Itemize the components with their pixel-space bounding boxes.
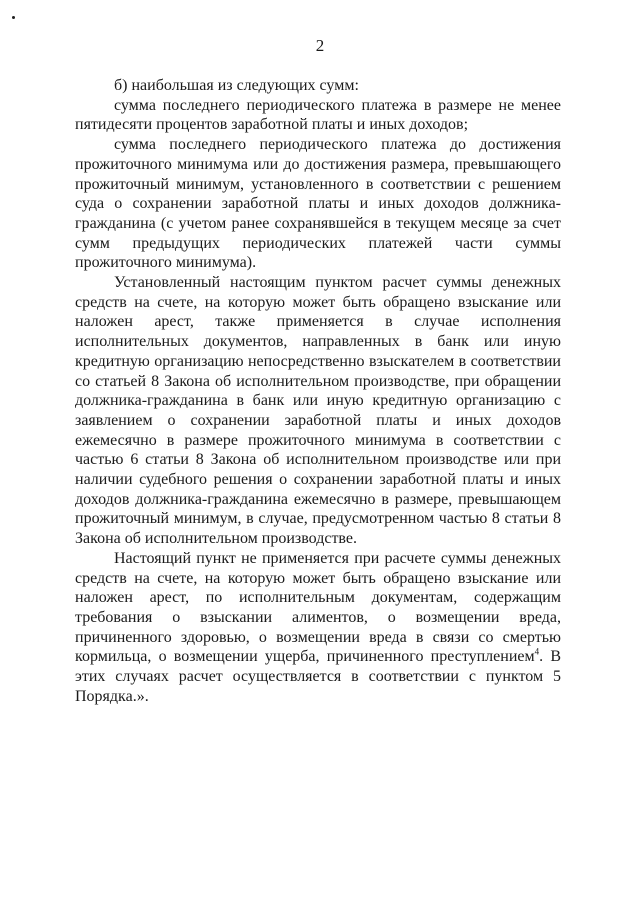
footnote-reference: 4: [534, 647, 540, 658]
paragraph-first-amount: сумма последнего периодического платежа в размере не менее пятидесяти процентов заработной платы и иных доходов;: [75, 96, 561, 134]
scan-artifact-dot: [12, 16, 15, 19]
document-body: [75, 76, 561, 707]
exceptions-text: Настоящий пункт не применяется при расчете суммы денежных средств на счете, на которую может быть обращено взыскание или наложен арест, по исполнительным документам, содержащим требования о взыскании алиментов, о возмещении вреда, причиненного здоровью, о возмещении вреда в связи со смертью кормильца, о возмещении ущерба, причиненного преступлением: [75, 549, 561, 666]
exceptions-text-end: . В этих случаях расчет осуществляется в соответствии с пунктом 5 Порядка.».: [75, 648, 561, 705]
paragraph-second-amount: сумма последнего периодического платежа до достижения прожиточного минимума или до достижения размера, превышающего прожиточный минимум, установленного в соответствии с решением суда о сохранении заработной платы и иных доходов должника-гражданина (с учетом ранее сохранявшейся в текущем месяце за счет сумм предыдущих периодических платежей части суммы прожиточного минимума).: [75, 136, 561, 272]
paragraph-subpoint-b: б) наибольшая из следующих сумм:: [114, 77, 359, 94]
paragraph-calculation-applies: Установленный настоящим пунктом расчет суммы денежных средств на счете, на которую может быть обращено взыскание или наложен арест, также применяется в случае исполнения исполнительных документов, направленных в банк или иную кредитную организацию непосредственно взыскателем в соответствии со статьей 8 Закона об исполнительном производстве, при обращении должника-гражданина в банк или иную кредитную организацию с заявлением о сохранении заработной платы и иных доходов ежемесячно в размере прожиточного минимума в соответствии с частью 6 статьи 8 Закона об исполнительном производстве или при наличии судебного решения о сохранении заработной платы и иных доходов должника-гражданина ежемесячно в размере, превышающем прожиточный минимум, в случае, предусмотренном частью 8 статьи 8 Закона об исполнительном производстве.: [75, 274, 561, 548]
paragraph-exceptions: [75, 549, 561, 707]
page-number: 2: [315, 36, 325, 55]
